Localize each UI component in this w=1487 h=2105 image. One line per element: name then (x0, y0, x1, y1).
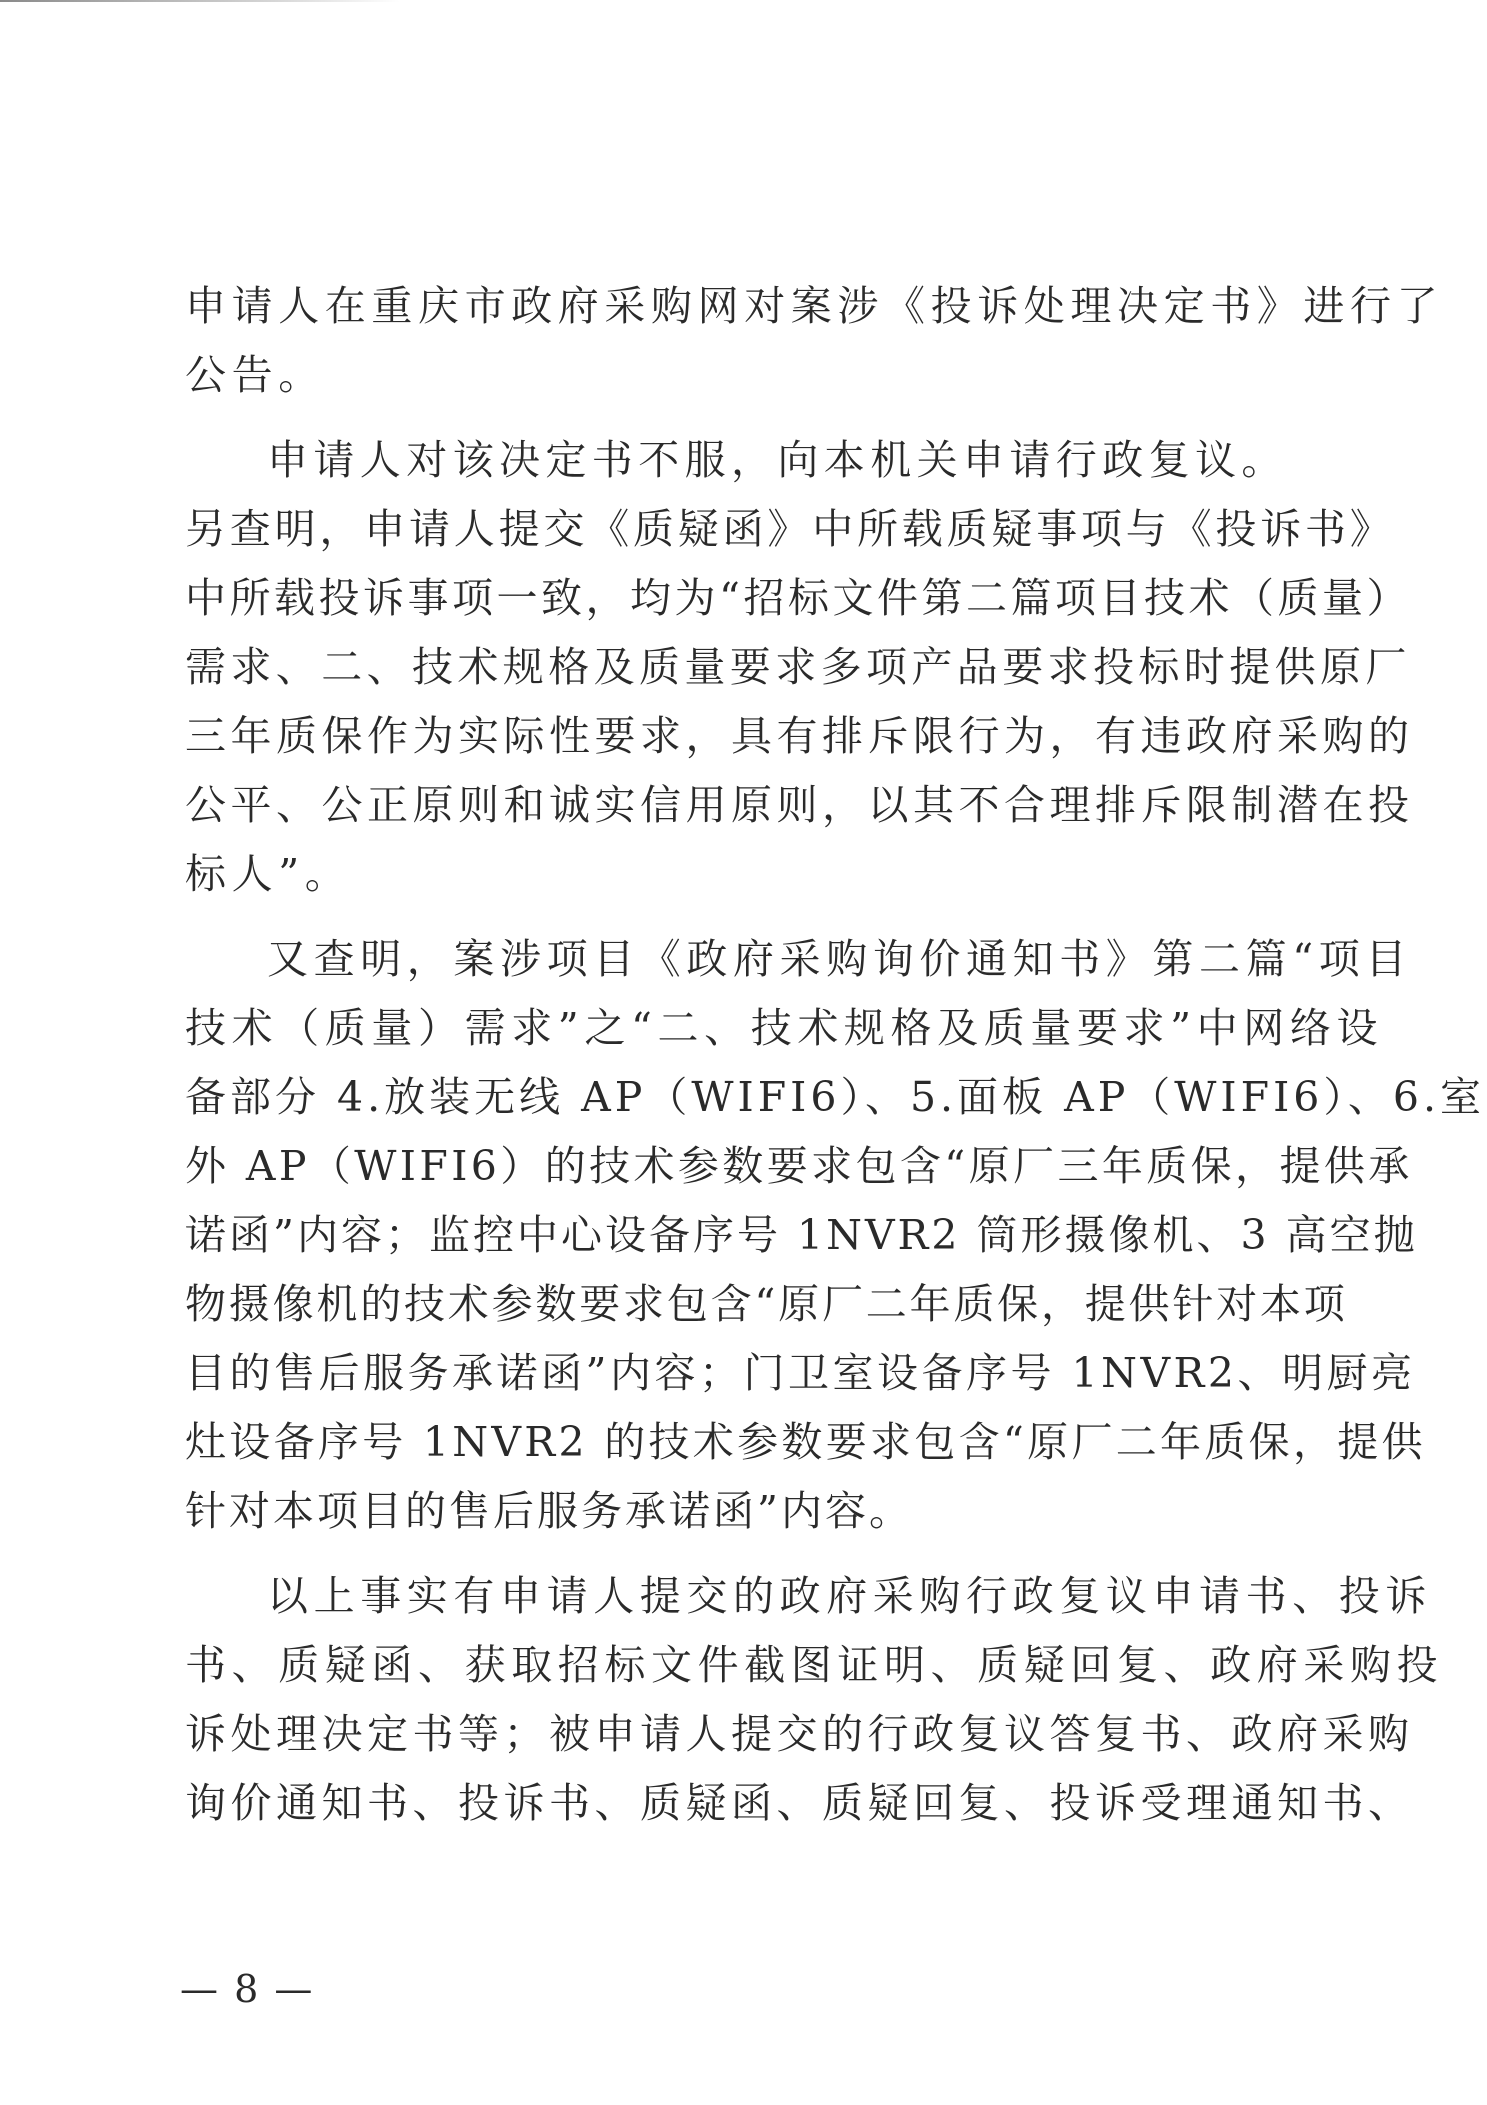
text-line: 三年质保作为实际性要求，具有排斥限行为，有违政府采购的 (185, 712, 1414, 760)
text-line: 外 AP（WIFI6）的技术参数要求包含“原厂三年质保，提供承 (185, 1142, 1413, 1190)
scan-top-edge (0, 0, 400, 2)
text-line: 又查明，案涉项目《政府采购询价通知书》第二篇“项目 (267, 935, 1412, 983)
page-number: — 8 — (180, 1967, 315, 2011)
text-line: 目的售后服务承诺函”内容；门卫室设备序号 1NVR2、明厨亮 (185, 1349, 1416, 1397)
text-line: 灶设备序号 1NVR2 的技术参数要求包含“原厂二年质保，提供 (185, 1418, 1426, 1466)
text-line: 询价通知书、投诉书、质疑函、质疑回复、投诉受理通知书、 (185, 1779, 1414, 1827)
text-line: 申请人在重庆市政府采购网对案涉《投诉处理决定书》进行了 (185, 282, 1444, 330)
text-line: 申请人对该决定书不服，向本机关申请行政复议。 (267, 436, 1288, 484)
text-line: 诉处理决定书等；被申请人提交的行政复议答复书、政府采购 (185, 1710, 1414, 1758)
text-line: 针对本项目的售后服务承诺函”内容。 (185, 1487, 913, 1535)
text-line: 中所载投诉事项一致，均为“招标文件第二篇项目技术（质量） (185, 574, 1411, 622)
text-line: 技术（质量）需求”之“二、技术规格及质量要求”中网络设 (185, 1004, 1384, 1052)
text-line: 需求、二、技术规格及质量要求多项产品要求投标时提供原厂 (185, 643, 1411, 691)
text-line: 物摄像机的技术参数要求包含“原厂二年质保，提供针对本项 (185, 1280, 1348, 1328)
text-line: 公平、公正原则和诚实信用原则，以其不合理排斥限制潜在投 (185, 781, 1414, 829)
text-line: 标人”。 (185, 850, 352, 898)
text-line: 另查明，申请人提交《质疑函》中所载质疑事项与《投诉书》 (185, 505, 1395, 553)
document-body (185, 272, 1485, 1838)
text-line: 书、质疑函、获取招标文件截图证明、质疑回复、政府采购投 (185, 1641, 1444, 1689)
text-line: 诺函”内容；监控中心设备序号 1NVR2 筒形摄像机、3 高空抛 (185, 1211, 1418, 1259)
text-line: 公告。 (185, 351, 325, 399)
text-line: 备部分 4.放装无线 AP（WIFI6）、5.面板 AP（WIFI6）、6.室 (185, 1073, 1485, 1121)
text-line: 以上事实有申请人提交的政府采购行政复议申请书、投诉 (267, 1572, 1432, 1620)
